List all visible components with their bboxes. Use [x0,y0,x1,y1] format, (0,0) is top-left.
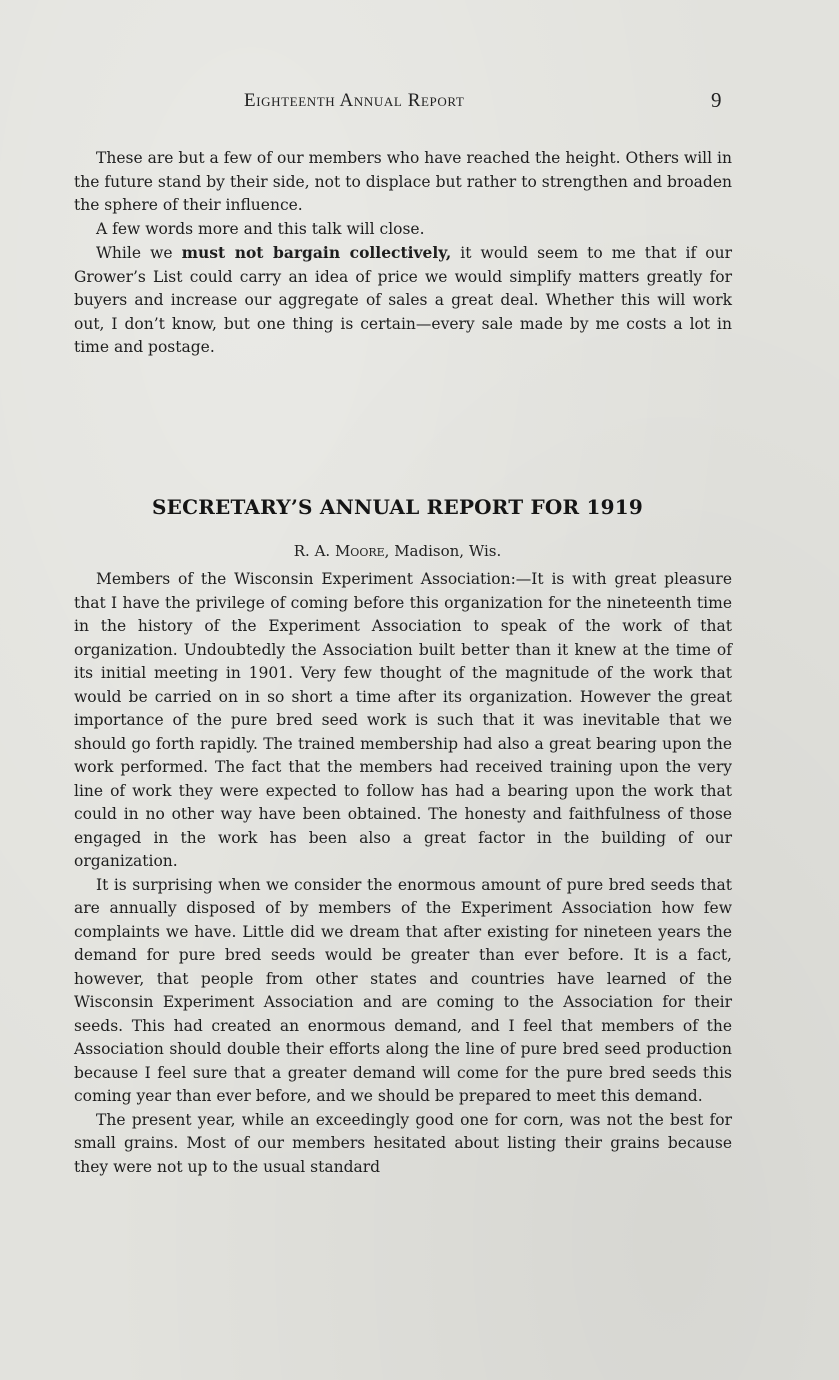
paragraph: It is surprising when we consider the enormous amount of pure bred seeds that are annually disposed of by members of the Experiment Association how few complaints we have. Little did we dream that after existing for nineteen years the demand for pure bred seeds would be greater than ever before. It is a fact, however, that people from other states and countries have learned of the Wisconsin Experiment Association and are coming to the Association for their seeds. This had created an enormous demand, and I feel that members of the Association should double their efforts along the line of pure bred seed production because I feel sure that a greater demand will come for the pure bred seeds this coming year than ever before, and we should be prepared to meet this demand. [74,875,732,1105]
paragraph: The present year, while an exceedingly good one for corn, was not the best for small grains. Most of our members hesitated about listing their grains because they were not up to the usual standard [74,1110,732,1176]
running-header [0,90,839,116]
paragraph-text: it would seem to me that if our Grower’s List could carry an idea of price we would simplify matters greatly for buyers and increase our aggregate of sales a great deal. Whether this will work out, I don’t know, but one thing is certain—every sale made by me costs a lot in time and postage. [74,244,732,356]
author-location: , Madison, Wis. [384,542,502,560]
previous-section-text [74,147,732,360]
paragraph: These are but a few of our members who have reached the height. Others will in the future stand by their side, not to displace but rather to strengthen and broaden the sphere of their influence. [74,149,732,214]
author-surname: Moore [334,542,385,560]
paragraph: Members of the Wisconsin Experiment Association:—It is with great pleasure that I have the privilege of coming before this organization for the nineteenth time in the history of the Experiment Association to speak of the work of that organization. Undoubtedly the Association built better than it knew at the time of its initial meeting in 1901. Very few thought of the magnitude of the work that would be carried on in so short a time after its organization. However the great importance of the pure bred seed work is such that it was inevitable that we should go forth rapidly. The trained membership had also a great bearing upon the work performed. The fact that the members had received training upon the very line of work they were expected to follow has had a bearing upon the work that could in no other way have been obtained. The honesty and faithfulness of those engaged in the work has been also a great factor in the building of our organization. [74,570,732,870]
emphasized-text: must not bargain collectively, [181,243,452,262]
page-number: 9 [711,88,722,112]
paragraph: A few words more and this talk will close. [96,219,425,238]
running-title: Eighteenth Annual Report [244,90,465,111]
author-initials: R. A. [293,542,335,560]
section-heading: SECRETARY’S ANNUAL REPORT FOR 1919 [152,495,643,519]
paragraph-text: While we [96,244,182,262]
paragraph [74,241,732,360]
author-byline [0,542,795,560]
report-body [74,568,732,1179]
